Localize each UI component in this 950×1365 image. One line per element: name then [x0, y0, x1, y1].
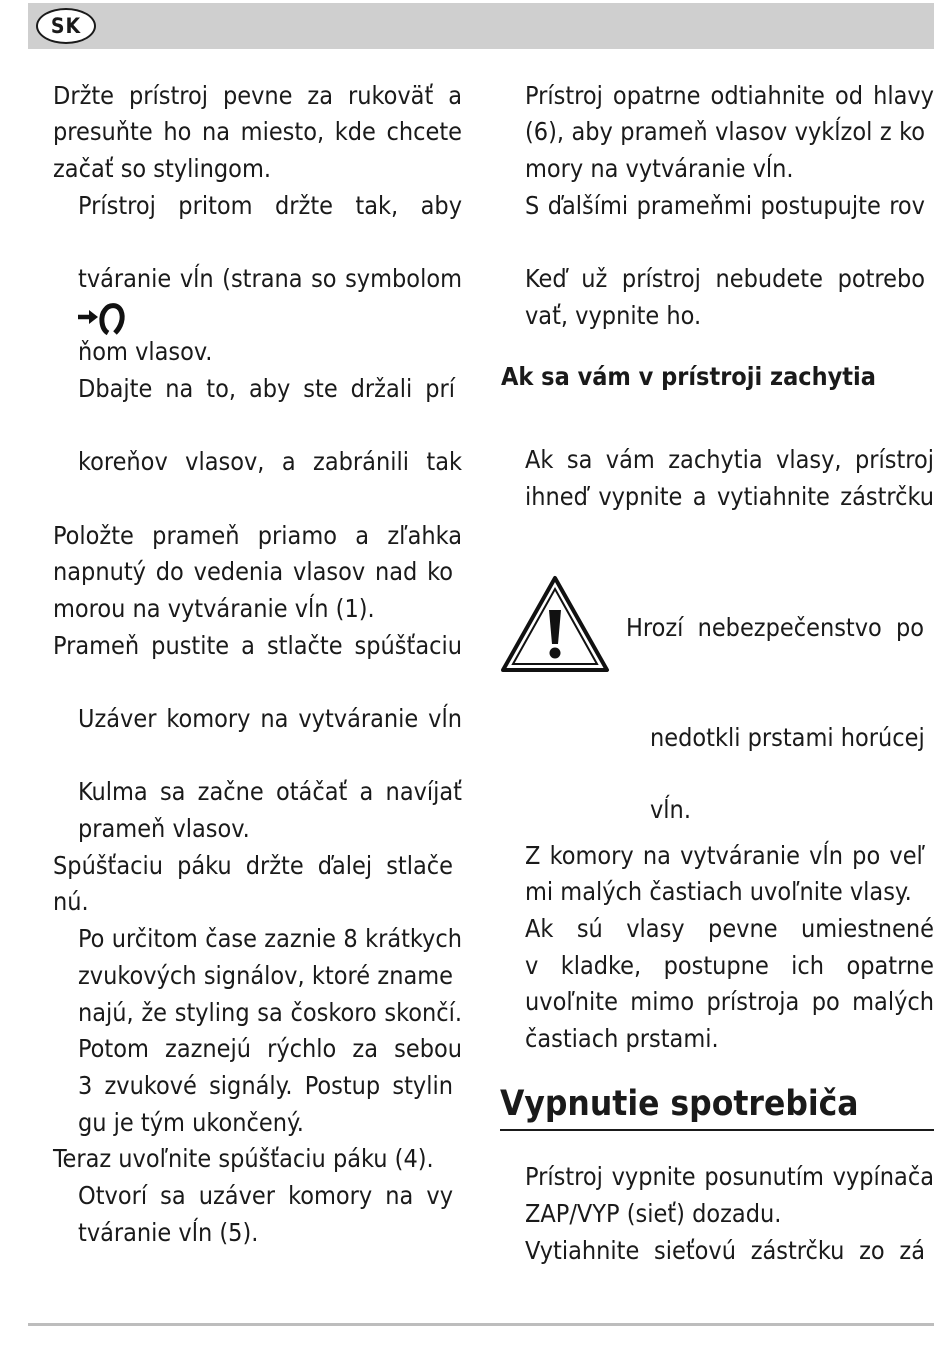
text-line: mory na vytváranie vĺn.: [525, 154, 794, 183]
footer-rule: [28, 1323, 934, 1326]
text-line: prameň vlasov.: [78, 814, 250, 843]
text-line: zvukových signálov, ktoré zname: [78, 961, 453, 990]
text-line: Ak sú vlasy pevne umiestnené: [525, 914, 934, 943]
text-line: Z komory na vytváranie vĺn po veľ: [525, 841, 925, 870]
text-line: vať, vypnite ho.: [525, 301, 702, 330]
text-line: ZAP/VYP (sieť) dozadu.: [525, 1199, 782, 1228]
text-line: Teraz uvoľnite spúšťaciu páku (4).: [53, 1144, 434, 1173]
text-line: v kladke, postupne ich opatrne: [525, 951, 934, 980]
text-line: Prístroj vypnite posunutím vypínača: [525, 1162, 934, 1191]
text-line: tváranie vĺn (strana so symbolom: [78, 264, 462, 293]
text-line: S ďalšími prameňmi postupujte rov: [525, 191, 925, 220]
text-line: Ak sa vám zachytia vlasy, prístroj: [525, 445, 934, 474]
text-line: Držte prístroj pevne za rukoväť a: [53, 81, 462, 110]
text-line: Spúšťaciu páku držte ďalej stlače: [53, 851, 453, 880]
text-line: Položte prameň priamo a zľahka: [53, 521, 462, 550]
warning-text: Hrozí nebezpečenstvo po: [626, 613, 924, 642]
text-line: napnutý do vedenia vlasov nad ko: [53, 557, 453, 586]
text-line: uvoľnite mimo prístroja po malých: [525, 987, 934, 1016]
text-line: gu je tým ukončený.: [78, 1108, 304, 1137]
text-line: presuňte ho na miesto, kde chcete: [53, 117, 462, 146]
heading-underline: [500, 1129, 934, 1131]
text-line: Prameň pustite a stlačte spúšťaciu: [53, 631, 462, 660]
section-heading: Vypnutie spotrebiča: [500, 1084, 859, 1124]
text-line: Otvorí sa uzáver komory na vy: [78, 1181, 453, 1210]
text-line: (6), aby prameň vlasov vykĺzol z ko: [525, 117, 925, 146]
text-line: ihneď vypnite a vytiahnite zástrčku: [525, 482, 934, 511]
text-line: Uzáver komory na vytváranie vĺn: [78, 704, 462, 733]
text-line: Prístroj opatrne odtiahnite od hlavy: [525, 81, 934, 110]
text-line: Prístroj pritom držte tak, aby: [78, 191, 462, 220]
text-line: koreňov vlasov, a zabránili tak: [78, 447, 462, 476]
text-line: častiach prstami.: [525, 1024, 719, 1053]
text-line: Keď už prístroj nebudete potrebo: [525, 264, 925, 293]
subheading: Ak sa vám v prístroji zachytia: [501, 362, 876, 391]
text-line: začať so stylingom.: [53, 154, 271, 183]
text-line: nú.: [53, 887, 89, 916]
text-line: ňom vlasov.: [78, 337, 213, 366]
warning-text: vĺn.: [650, 795, 691, 824]
text-line: 3 zvukové signály. Postup stylin: [78, 1071, 453, 1100]
warning-text: nedotkli prstami horúcej: [650, 723, 925, 752]
wave-curl-symbol-icon: [76, 302, 126, 336]
text-line: Vytiahnite sieťovú zástrčku zo zá: [525, 1236, 925, 1265]
language-badge: SK: [36, 8, 96, 44]
text-line: morou na vytváranie vĺn (1).: [53, 594, 375, 623]
text-line: Dbajte na to, aby ste držali prí: [78, 374, 455, 403]
text-line: tváranie vĺn (5).: [78, 1218, 259, 1247]
text-line: Potom zaznejú rýchlo za sebou: [78, 1034, 462, 1063]
header-bar: [28, 3, 934, 49]
text-line: najú, že styling sa čoskoro skončí.: [78, 998, 462, 1027]
text-line: Kulma sa začne otáčať a navíjať: [78, 777, 462, 806]
text-line: mi malých častiach uvoľnite vlasy.: [525, 877, 912, 906]
warning-triangle-icon: [499, 574, 611, 674]
text-line: Po určitom čase zaznie 8 krátkych: [78, 924, 462, 953]
